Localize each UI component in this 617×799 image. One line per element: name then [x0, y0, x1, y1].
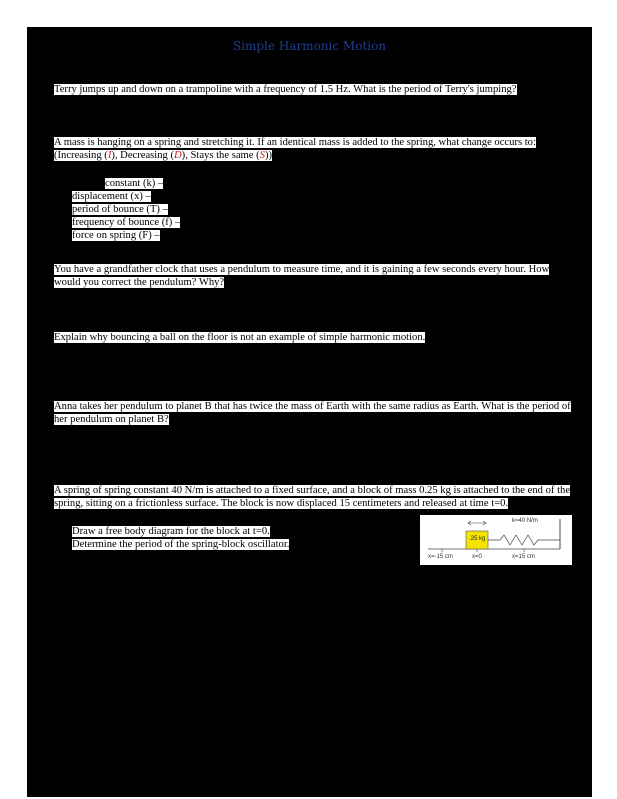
spring-block-figure	[420, 515, 572, 565]
list-item	[105, 177, 163, 190]
mass-label: .25 kg	[469, 536, 486, 542]
question-3	[54, 263, 574, 289]
list-item	[72, 203, 168, 216]
question-2	[54, 136, 574, 162]
tick-right-label: x=15 cm	[512, 554, 535, 560]
question-6b	[72, 538, 289, 551]
decreasing-letter: D	[174, 150, 182, 161]
page-title: Simple Harmonic Motion	[232, 39, 387, 53]
question-2-text-b: ), Decreasing (	[111, 150, 175, 161]
question-6a	[72, 525, 270, 538]
tick-left-label: x=-15 cm	[428, 554, 453, 560]
spring-coil	[488, 535, 560, 545]
question-2-text-c: ), Stays the same (	[181, 150, 260, 161]
worksheet-page	[27, 27, 592, 797]
item-spring-constant: constant (k) –	[105, 178, 164, 189]
spring-constant-label: k=40 N/m	[512, 518, 538, 524]
question-6b-text: Determine the period of the spring-block oscillator.	[72, 539, 290, 550]
list-item	[72, 216, 180, 229]
question-2-text	[54, 137, 536, 161]
question-2-text-a: A mass is hanging on a spring and stretching it. If an identical mass is added to the spring, what change occurs to: (Increasing (	[54, 137, 536, 161]
question-5	[54, 400, 574, 426]
question-1	[54, 83, 574, 96]
question-2-text-d: ))	[264, 150, 272, 161]
question-6a-text: Draw a free body diagram for the block at t=0.	[72, 526, 270, 537]
tick-mid-label: x=0	[472, 554, 482, 560]
item-displacement: displacement (x) –	[72, 191, 151, 202]
question-4-text: Explain why bouncing a ball on the floor is not an example of simple harmonic motion.	[54, 332, 426, 343]
item-force: force on spring (F) –	[72, 230, 160, 241]
question-5-text: Anna takes her pendulum to planet B that has twice the mass of Earth with the same radius as Earth. What is the period of her pendulum on planet B?	[54, 401, 571, 425]
same-letter: S	[259, 150, 265, 161]
question-1-text: Terry jumps up and down on a trampoline with a frequency of 1.5 Hz. What is the period of Terry's jumping?	[54, 84, 517, 95]
question-4	[54, 331, 574, 344]
increasing-letter: I	[107, 150, 112, 161]
question-6-text: A spring of spring constant 40 N/m is attached to a fixed surface, and a block of mass 0.25 kg is attached to the end of the spring, sitting on a frictionless surface. The block is now displaced 15 centimeters and released at time t=0.	[54, 485, 571, 509]
list-item	[72, 190, 151, 203]
list-item	[72, 229, 160, 242]
item-frequency: frequency of bounce (f) –	[72, 217, 181, 228]
item-period: period of bounce (T) –	[72, 204, 168, 215]
question-6	[54, 484, 574, 510]
question-3-text: You have a grandfather clock that uses a pendulum to measure time, and it is gaining a few seconds every hour. How would you correct the pendulum? Why?	[54, 264, 550, 288]
